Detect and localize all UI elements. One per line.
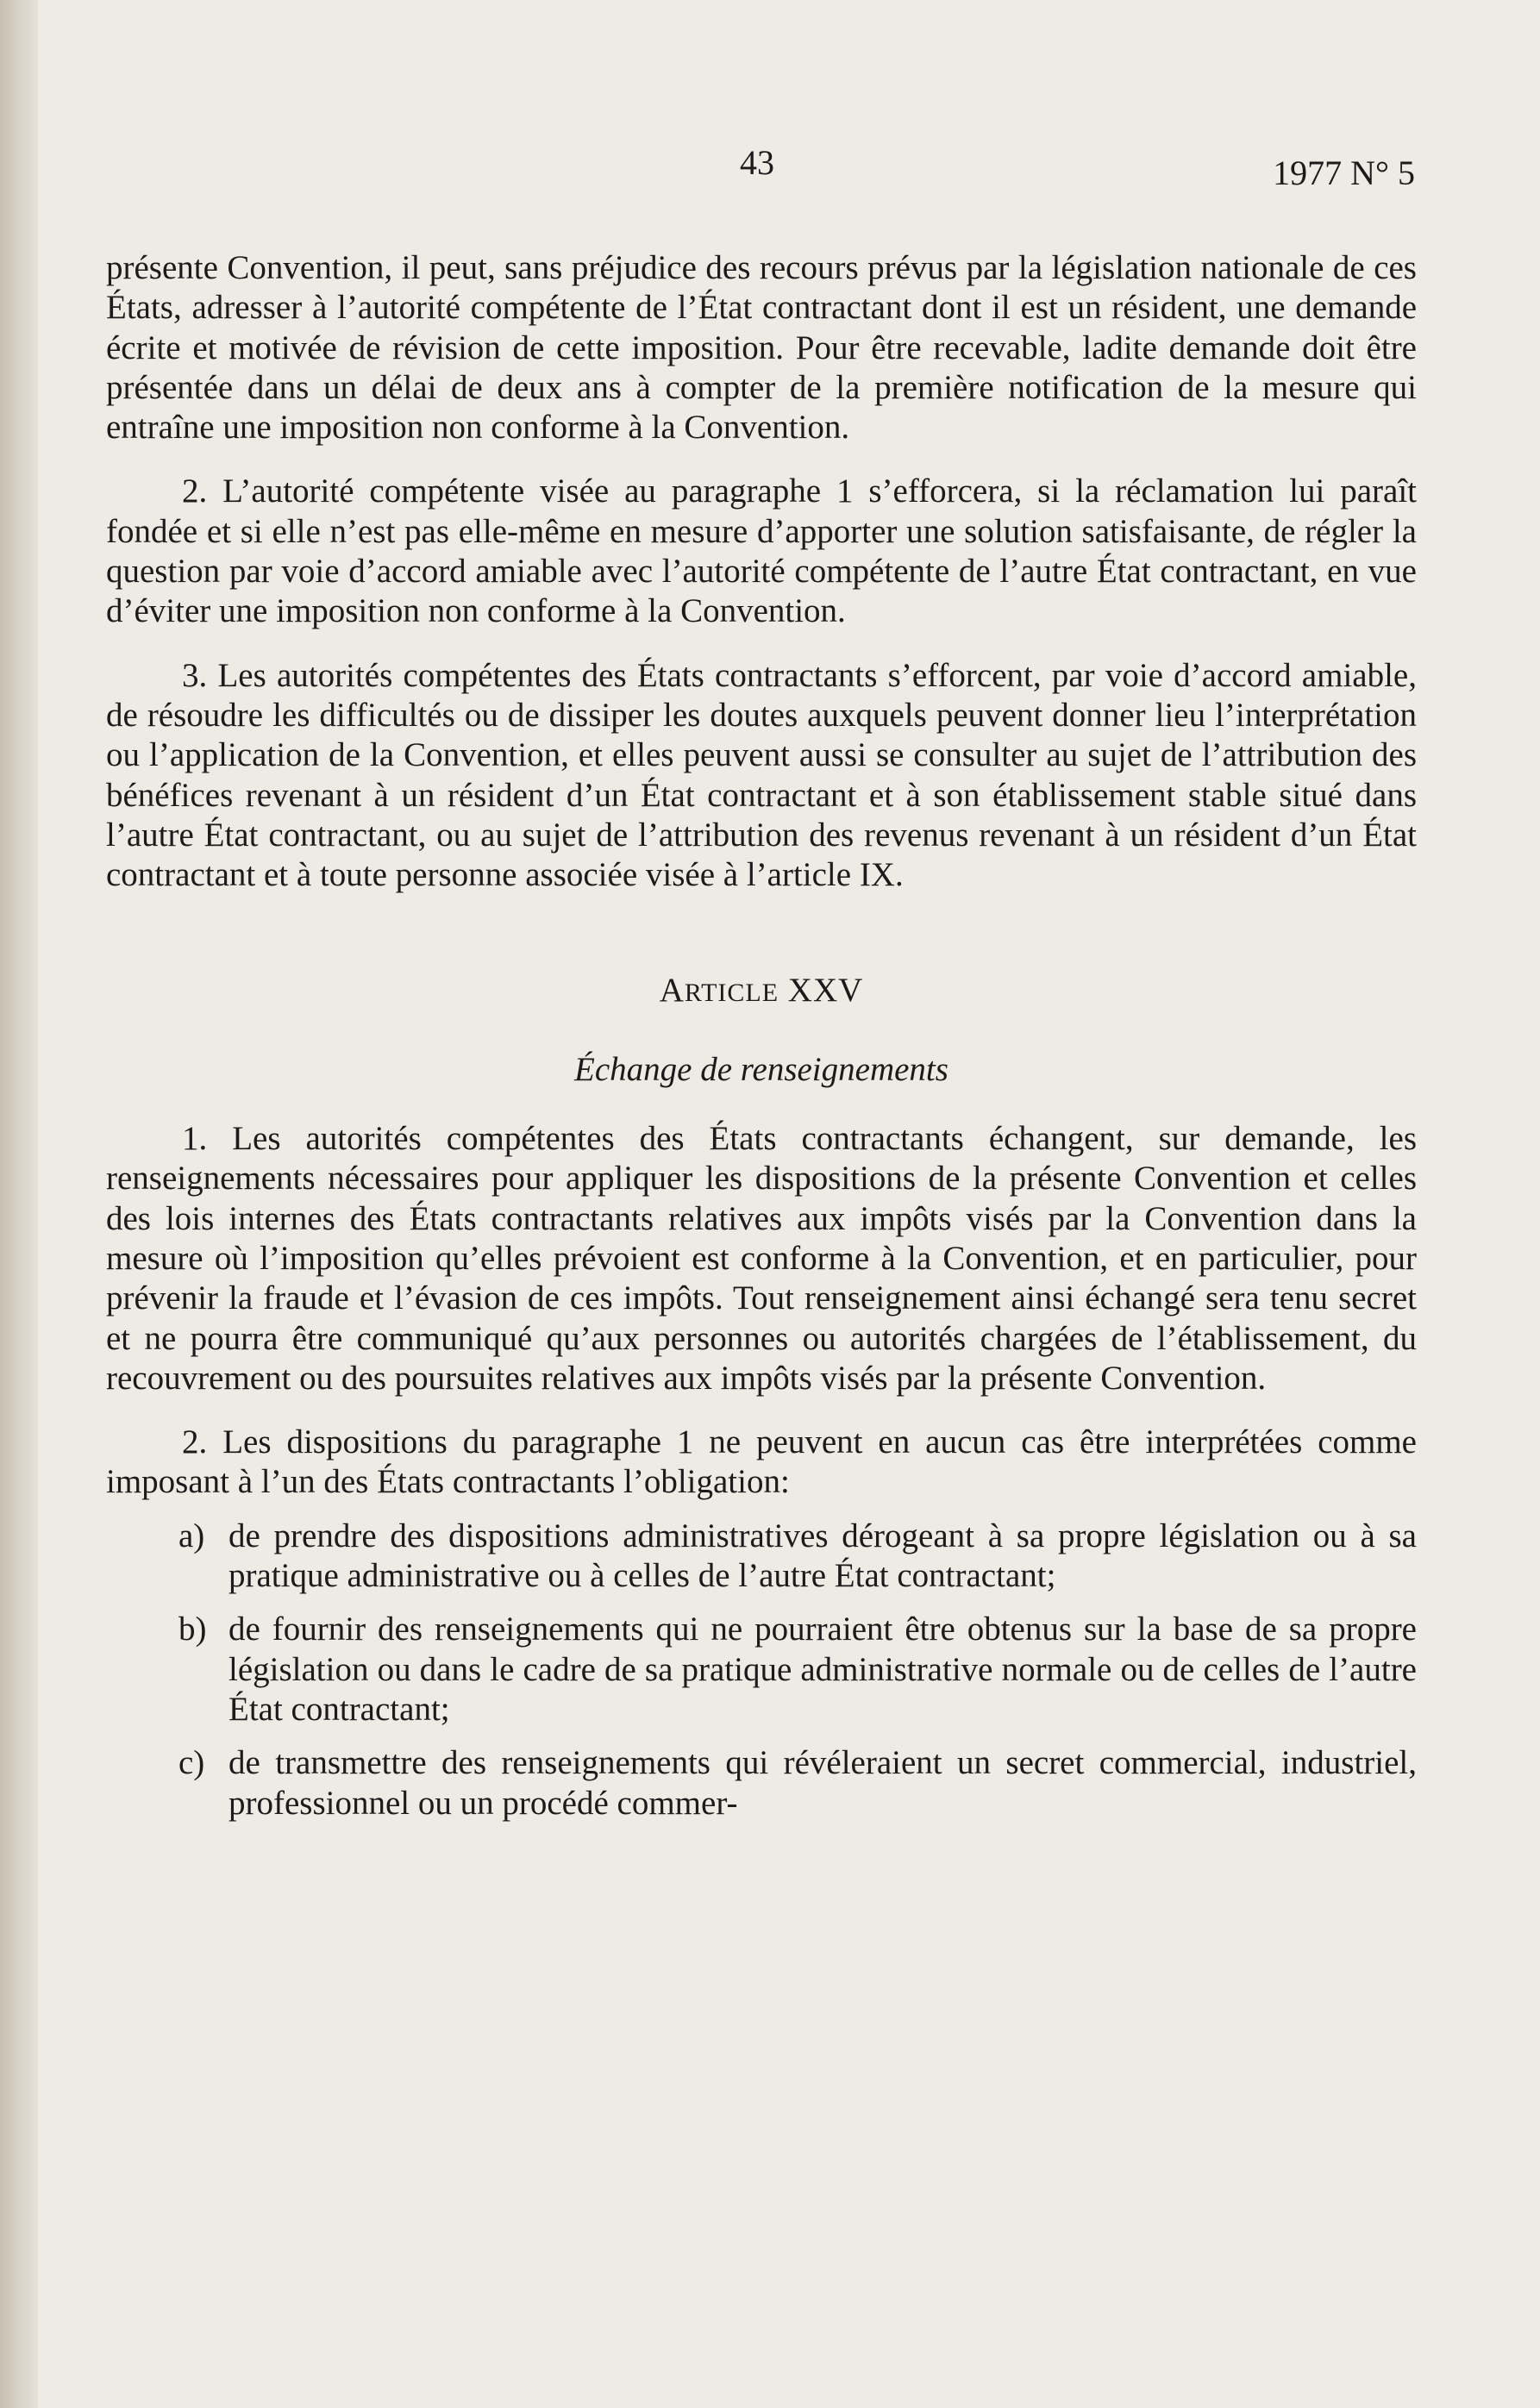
list-item-text: de transmettre des renseignements qui révéleraient un secret commercial, industriel, professionnel ou un procédé commer-	[228, 1744, 1417, 1822]
document-reference: 1977 N° 5	[1273, 153, 1415, 192]
list-item-text: de fournir des renseignements qui ne pourraient être obtenus sur la base de sa propre législation ou dans le cadre de sa pratique administrative normale ou de celles de l’autre État contractant;	[228, 1611, 1417, 1728]
page-gutter-shadow	[0, 0, 38, 2408]
article-paragraph-2: 2. Les dispositions du paragraphe 1 ne peuvent en aucun cas être interprétées comme imposant à l’un des États contractants l’obligation:	[106, 1423, 1417, 1501]
page-header	[0, 142, 1540, 194]
article-title-initial: A	[659, 972, 685, 1010]
page-body	[106, 248, 1417, 1823]
paragraph-3: 3. Les autorités compétentes des États contractants s’efforcent, par voie d’accord amiable, de résoudre les difficultés ou de dissiper les doutes auxquels peuvent donner lieu l’interprétation ou l’application de la Convention, et elles peuvent aussi se consulter au sujet de l’attribution des bénéfices revenant à un résident d’un État contractant et à son établissement stable situé dans l’autre État contractant, ou au sujet de l’attribution des revenus revenant à un résident d’un État contractant et à toute personne associée visée à l’article IX.	[106, 656, 1417, 894]
list-item-label: a)	[178, 1517, 205, 1554]
list-item-text: de prendre des dispositions administratives dérogeant à sa propre législation ou à sa pratique administrative ou à celles de l’autre État contractant;	[228, 1517, 1417, 1595]
article-number: XXV	[787, 972, 864, 1010]
article-subtitle: Échange de renseignements	[574, 1050, 948, 1088]
list-item	[106, 1743, 1417, 1823]
article-title-rest: RTICLE	[684, 979, 779, 1008]
paragraph-2: 2. L’autorité compétente visée au paragraphe 1 s’efforcera, si la réclamation lui paraît fondée et si elle n’est pas elle-même en mesure d’apporter une solution satisfaisante, de régler la question par voie d’accord amiable avec l’autorité compétente de l’autre État contractant, en vue d’éviter une imposition non conforme à la Convention.	[106, 472, 1417, 630]
article-paragraph-1: 1. Les autorités compétentes des États contractants échangent, sur demande, les renseignements nécessaires pour appliquer les dispositions de la présente Convention et celles des lois internes des États contractants relatives aux impôts visés par la Convention dans la mesure où l’imposition qu’elles prévoient est conforme à la Convention, et en particulier, pour prévenir la fraude et l’évasion de ces impôts. Tout renseignement ainsi échangé sera tenu secret et ne pourra être communiqué qu’aux personnes ou autorités chargées de l’établissement, du recouvrement ou des poursuites relatives aux impôts visés par la présente Convention.	[106, 1120, 1417, 1397]
list-item	[106, 1610, 1417, 1729]
list-item-label: b)	[178, 1611, 207, 1648]
page-number: 43	[740, 143, 774, 182]
list-item	[106, 1517, 1417, 1597]
article-title	[106, 971, 1417, 1013]
paragraph-continuation: présente Convention, il peut, sans préjudice des recours prévus par la législation nationale de ces États, adresser à l’autorité compétente de l’État contractant dont il est un résident, une demande écrite et motivée de révision de cette imposition. Pour être recevable, ladite demande doit être présentée dans un délai de deux ans à compter de la première notification de la mesure qui entraîne une imposition non conforme à la Convention.	[106, 249, 1417, 447]
list-item-label: c)	[178, 1744, 205, 1782]
obligation-list	[106, 1517, 1417, 1823]
